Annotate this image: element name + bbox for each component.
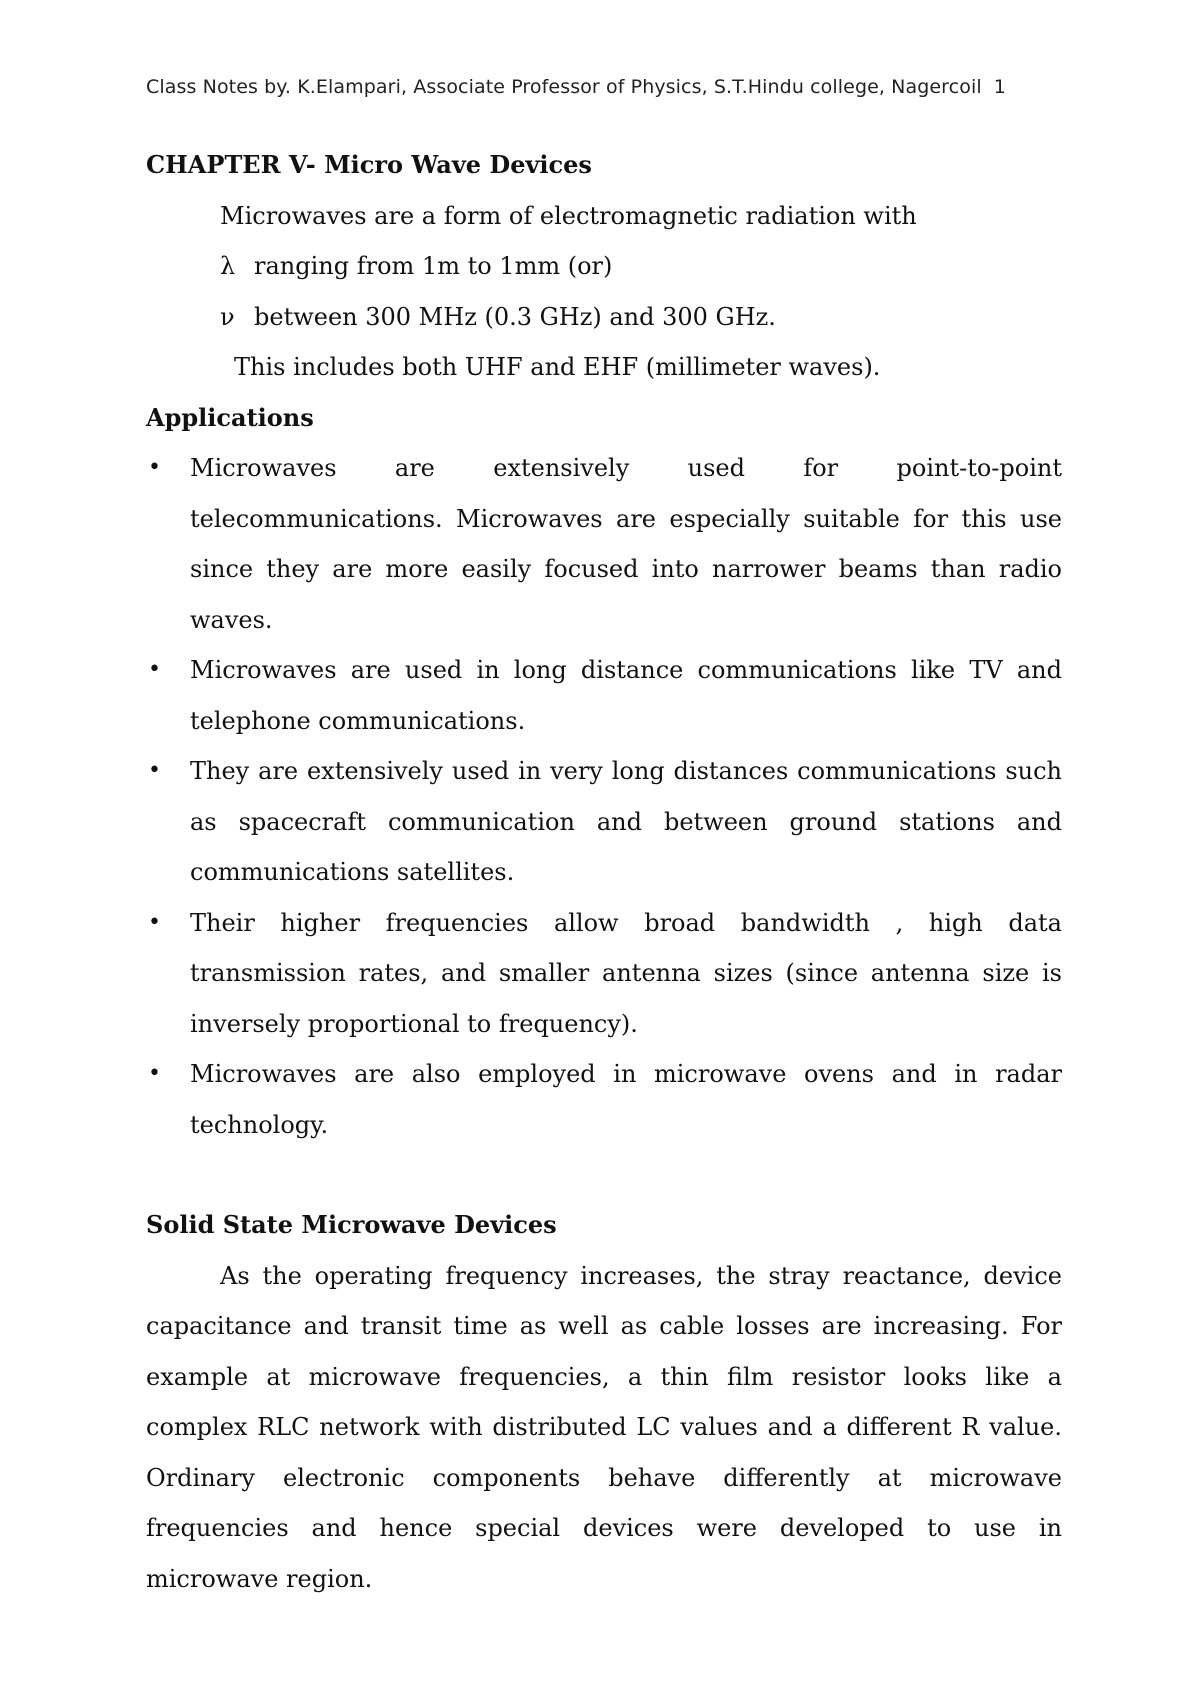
- intro-line-2: [220, 241, 1062, 292]
- intro-line-4: This includes both UHF and EHF (millimeter waves).: [234, 353, 881, 381]
- applications-list: [146, 443, 1062, 1150]
- list-item: • Microwaves are also employed in microwave ovens and in radar technology.: [146, 1049, 1062, 1150]
- page-header: [146, 76, 1006, 98]
- intro-block: [220, 191, 1062, 393]
- intro-line-3-text: between 300 MHz (0.3 GHz) and 300 GHz.: [254, 302, 776, 331]
- list-item: • Microwaves are extensively used for point-to-point telecommunications. Microwaves are especially suitable for this use since they are more easily focused into narrower beams than radio waves.: [146, 443, 1062, 645]
- page-content: [146, 140, 1062, 1604]
- header-text: Class Notes by. K.Elampari, Associate Professor of Physics, S.T.Hindu college, Nagercoil: [146, 76, 982, 98]
- list-item: • Microwaves are used in long distance communications like TV and telephone communications.: [146, 645, 1062, 746]
- solid-state-paragraph: As the operating frequency increases, the stray reactance, device capacitance and transit time as well as cable losses are increasing. For example at microwave frequencies, a thin film resistor looks like a complex RLC network with distributed LC values and a different R value. Ordinary electronic components behave differently at microwave frequencies and hence special devices were developed to use in microwave region.: [146, 1261, 1062, 1593]
- page-number: 1: [993, 76, 1006, 98]
- list-item: • Their higher frequencies allow broad bandwidth , high data transmission rates, and smaller antenna sizes (since antenna size is inversely proportional to frequency).: [146, 898, 1062, 1050]
- intro-line-2-text: ranging from 1m to 1mm (or): [254, 252, 613, 280]
- nu-symbol: ν: [220, 302, 235, 331]
- intro-line-1: Microwaves are a form of electromagnetic radiation with: [220, 201, 917, 230]
- solid-state-heading: Solid State Microwave Devices: [146, 1210, 557, 1239]
- intro-line-3: [220, 292, 1062, 343]
- applications-heading: Applications: [146, 402, 314, 432]
- chapter-title: CHAPTER V- Micro Wave Devices: [146, 150, 592, 179]
- lambda-symbol: λ: [220, 252, 236, 280]
- spacer: [146, 1150, 1062, 1200]
- list-item: • They are extensively used in very long distances communications such as spacecraft communication and between ground stations and communications satellites.: [146, 746, 1062, 898]
